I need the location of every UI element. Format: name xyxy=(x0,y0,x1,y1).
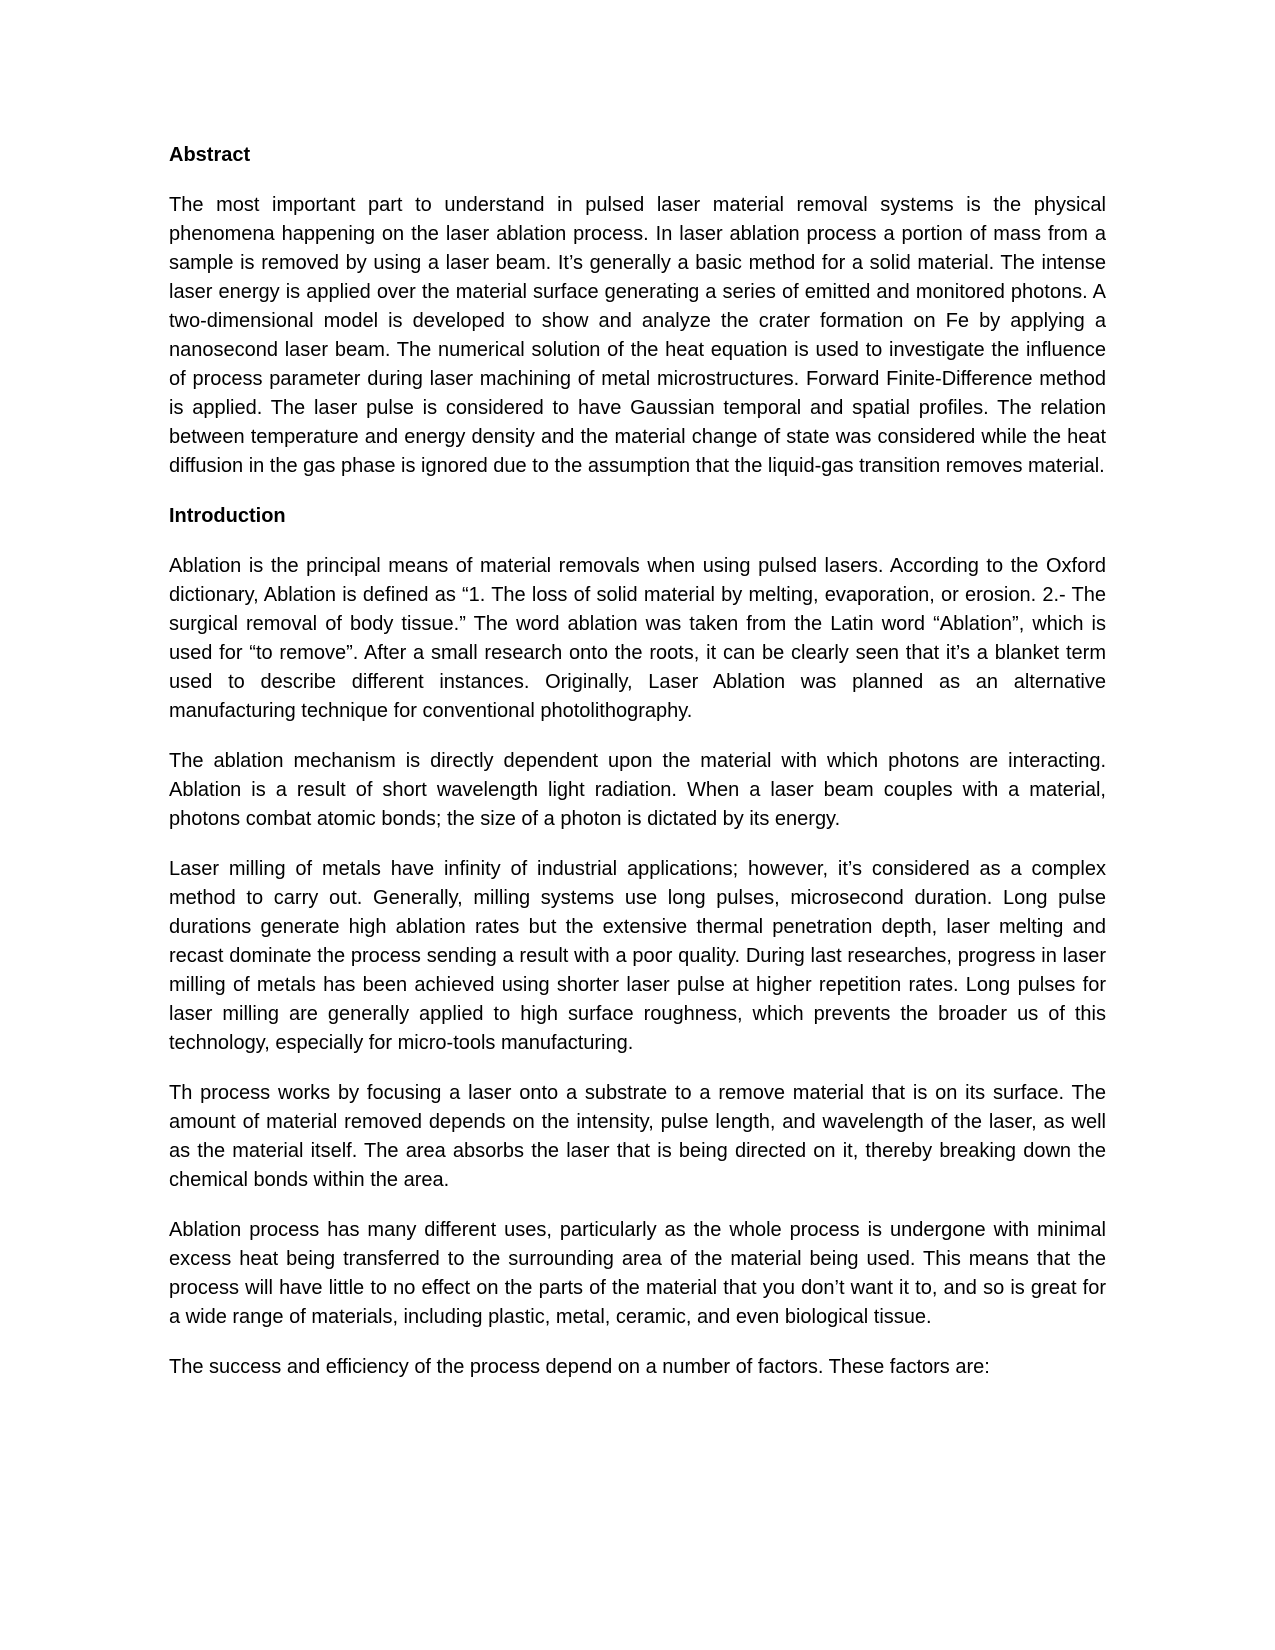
section-heading-abstract: Abstract xyxy=(169,144,251,166)
section-heading-introduction: Introduction xyxy=(169,505,286,527)
intro-paragraph-5: Ablation process has many different uses, particularly as the whole process is undergone with minimal excess heat being transferred to the surrounding area of the material being used. This means that the process will have little to no effect on the parts of the material that you don’t want it to, and so is great for a wide range of materials, including plastic, metal, ceramic, and even biological tissue. xyxy=(169,1219,1106,1328)
document-content xyxy=(169,141,1106,1403)
intro-paragraph-4: Th process works by focusing a laser onto a substrate to a remove material that is on its surface. The amount of material removed depends on the intensity, pulse length, and wavelength of the laser, as well as the material itself. The area absorbs the laser that is being directed on it, thereby breaking down the chemical bonds within the area. xyxy=(169,1082,1106,1191)
intro-paragraph-1: Ablation is the principal means of material removals when using pulsed lasers. According to the Oxford dictionary, Ablation is defined as “1. The loss of solid material by melting, evaporation, or erosion. 2.- The surgical removal of body tissue.” The word ablation was taken from the Latin word “Ablation”, which is used for “to remove”. After a small research onto the roots, it can be clearly seen that it’s a blanket term used to describe different instances. Originally, Laser Ablation was planned as an alternative manufacturing technique for conventional photolithography. xyxy=(169,555,1106,722)
abstract-paragraph: The most important part to understand in pulsed laser material removal systems is the physical phenomena happening on the laser ablation process. In laser ablation process a portion of mass from a sample is removed by using a laser beam. It’s generally a basic method for a solid material. The intense laser energy is applied over the material surface generating a series of emitted and monitored photons. A two-dimensional model is developed to show and analyze the crater formation on Fe by applying a nanosecond laser beam. The numerical solution of the heat equation is used to investigate the influence of process parameter during laser machining of metal microstructures. Forward Finite-Difference method is applied. The laser pulse is considered to have Gaussian temporal and spatial profiles. The relation between temperature and energy density and the material change of state was considered while the heat diffusion in the gas phase is ignored due to the assumption that the liquid-gas transition removes material. xyxy=(169,194,1106,477)
intro-paragraph-6: The success and efficiency of the process depend on a number of factors. These factors are: xyxy=(169,1356,990,1378)
intro-paragraph-2: The ablation mechanism is directly dependent upon the material with which photons are interacting. Ablation is a result of short wavelength light radiation. When a laser beam couples with a material, photons combat atomic bonds; the size of a photon is dictated by its energy. xyxy=(169,750,1106,830)
intro-paragraph-3: Laser milling of metals have infinity of industrial applications; however, it’s considered as a complex method to carry out. Generally, milling systems use long pulses, microsecond duration. Long pulse durations generate high ablation rates but the extensive thermal penetration depth, laser melting and recast dominate the process sending a result with a poor quality. During last researches, progress in laser milling of metals has been achieved using shorter laser pulse at higher repetition rates. Long pulses for laser milling are generally applied to high surface roughness, which prevents the broader us of this technology, especially for micro-tools manufacturing. xyxy=(169,858,1106,1054)
